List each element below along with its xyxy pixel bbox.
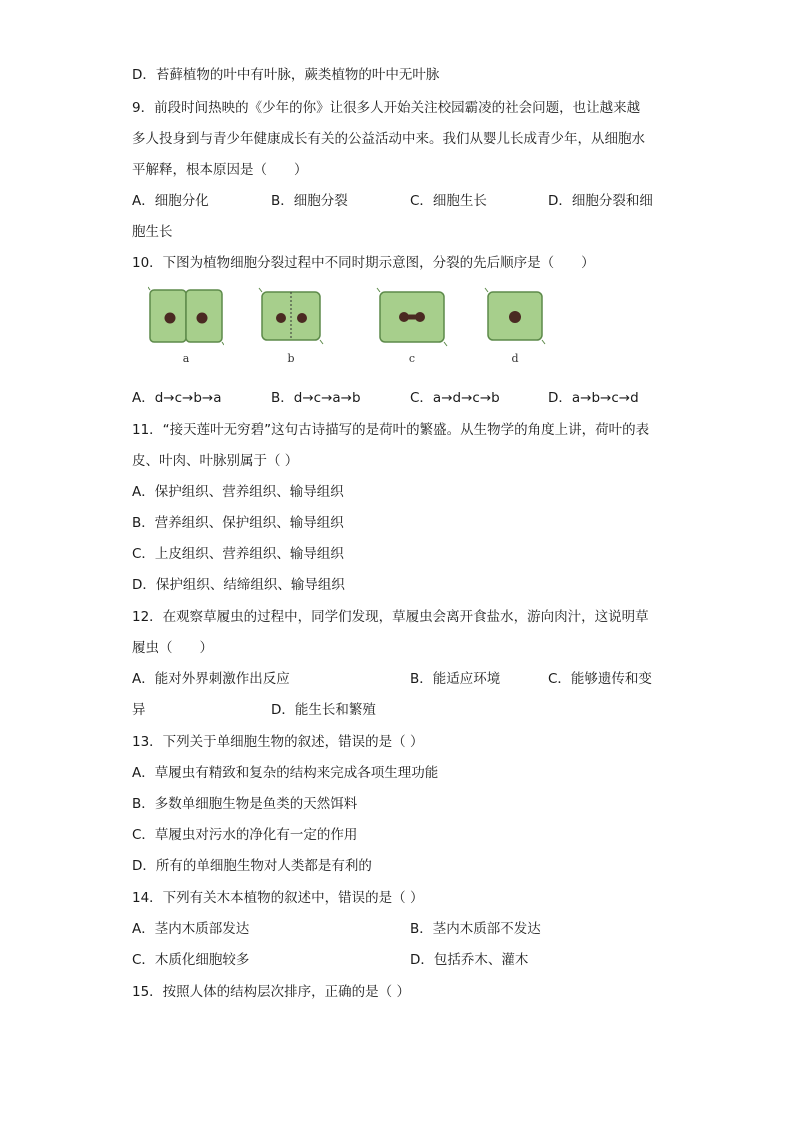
q12-option-c-continued: 异 (132, 702, 146, 718)
cell-label-c: c (408, 352, 416, 365)
q10-option-d: D．a→b→c→d (548, 390, 639, 406)
q13-stem: 13．下列关于单细胞生物的叙述，错误的是（ ） (132, 734, 424, 750)
cell-division-figure (140, 286, 570, 376)
cell-label-b: b (287, 352, 295, 365)
q9-option-d: D．细胞分裂和细 (548, 193, 653, 209)
q9-stem-line-1: 9．前段时间热映的《少年的你》让很多人开始关注校园霸凌的社会问题，也让越来越 (132, 100, 641, 116)
q14-option-a: A．茎内木质部发达 (132, 921, 250, 937)
q13-option-b: B．多数单细胞生物是鱼类的天然饵料 (132, 796, 358, 812)
q9-option-c: C．细胞生长 (410, 193, 487, 209)
q12-option-c: C．能够遗传和变 (548, 671, 652, 687)
q13-option-a: A．草履虫有精致和复杂的结构来完成各项生理功能 (132, 765, 439, 781)
q14-option-c: C．木质化细胞较多 (132, 952, 250, 968)
q12-stem-line-2: 履虫（ ） (132, 640, 213, 656)
cell-stage-d (484, 286, 546, 346)
q10-option-c: C．a→d→c→b (410, 390, 500, 406)
q11-stem-line-1: 11．“接天莲叶无穷碧”这句古诗描写的是荷叶的繁盛。从生物学的角度上讲，荷叶的表 (132, 422, 650, 438)
q11-option-a: A．保护组织、营养组织、输导组织 (132, 484, 344, 500)
q13-option-d: D．所有的单细胞生物对人类都是有利的 (132, 858, 372, 874)
q8-option-d: D．苔藓植物的叶中有叶脉，蕨类植物的叶中无叶脉 (132, 67, 440, 83)
q11-option-b: B．营养组织、保护组织、输导组织 (132, 515, 344, 531)
q14-option-b: B．茎内木质部不发达 (410, 921, 541, 937)
q15-stem: 15．按照人体的结构层次排序，正确的是（ ） (132, 984, 410, 1000)
q10-option-b: B．d→c→a→b (271, 390, 361, 406)
q12-option-d: D．能生长和繁殖 (271, 702, 376, 718)
cell-label-a: a (182, 352, 190, 365)
q14-stem: 14．下列有关木本植物的叙述中，错误的是（ ） (132, 890, 424, 906)
cell-stage-c (376, 286, 448, 348)
cell-label-d: d (511, 352, 519, 365)
q10-stem: 10．下图为植物细胞分裂过程中不同时期示意图，分裂的先后顺序是（ ） (132, 255, 595, 271)
q11-stem-line-2: 皮、叶肉、叶脉别属于（ ） (132, 453, 299, 469)
q12-option-a: A．能对外界刺激作出反应 (132, 671, 290, 687)
q10-option-a: A．d→c→b→a (132, 390, 222, 406)
cell-stage-a (148, 286, 224, 346)
q11-option-c: C．上皮组织、营养组织、输导组织 (132, 546, 344, 562)
q9-stem-line-3: 平解释，根本原因是（ ） (132, 162, 308, 178)
q9-option-d-continued: 胞生长 (132, 224, 173, 240)
q12-option-b: B．能适应环境 (410, 671, 501, 687)
cell-stage-b (258, 286, 324, 346)
q11-option-d: D．保护组织、结缔组织、输导组织 (132, 577, 345, 593)
q9-stem-line-2: 多人投身到与青少年健康成长有关的公益活动中来。我们从婴儿长成青少年，从细胞水 (132, 131, 645, 147)
q14-option-d: D．包括乔木、灌木 (410, 952, 529, 968)
q9-option-b: B．细胞分裂 (271, 193, 348, 209)
q9-option-a: A．细胞分化 (132, 193, 209, 209)
q13-option-c: C．草履虫对污水的净化有一定的作用 (132, 827, 358, 843)
q12-stem-line-1: 12．在观察草履虫的过程中，同学们发现，草履虫会离开食盐水，游向肉汁，这说明草 (132, 609, 649, 625)
